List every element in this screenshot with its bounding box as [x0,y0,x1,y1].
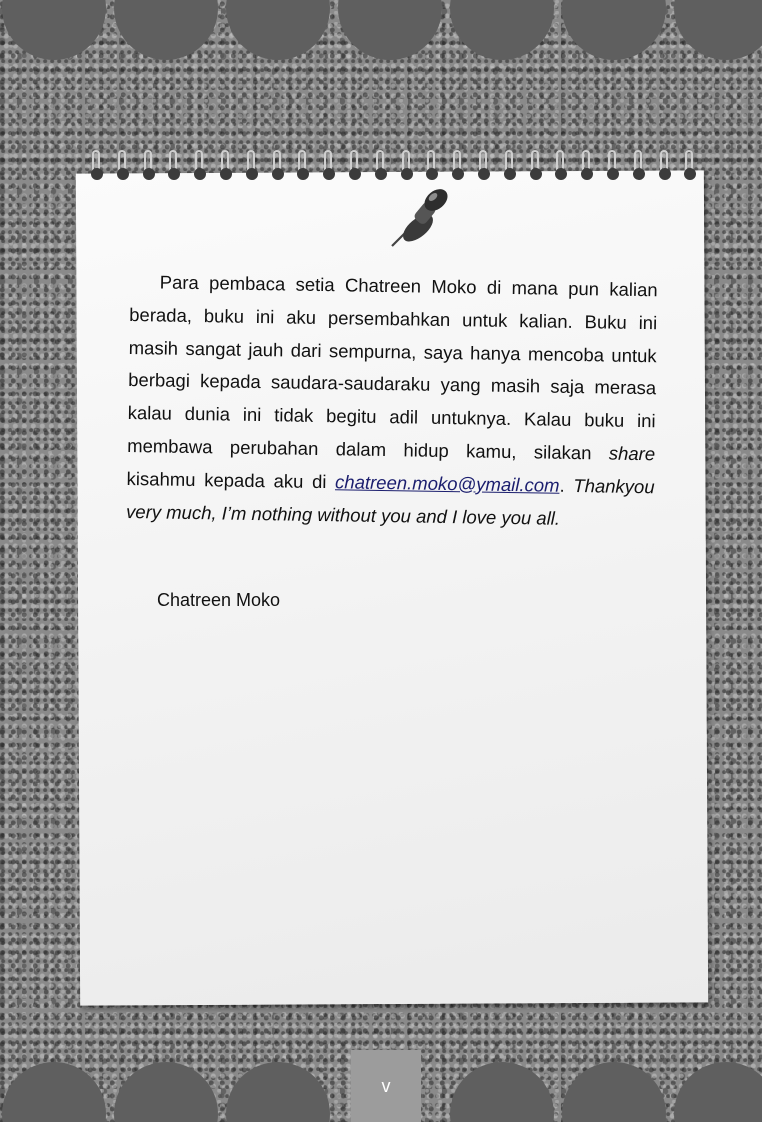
coil-hole [659,168,671,180]
closing-italic-text: Thankyou very much, I’m nothing without you and I love you all. [125,474,655,529]
coil-hole [246,168,258,180]
spiral-coil [273,150,283,188]
scallop-shape [114,0,218,60]
coil-hole [633,168,645,180]
coil-hole [194,168,206,180]
scallop-shape [674,1062,768,1122]
coil-hole [555,168,567,180]
spiral-coil [324,150,334,188]
spiral-coil [169,150,179,188]
spiral-coil [92,150,102,188]
spiral-coil [608,150,618,188]
spiral-coil [195,150,205,188]
coil-hole [220,168,232,180]
scallop-shape [114,1062,218,1122]
spiral-coil [685,150,695,188]
coil-hole [117,168,129,180]
coil-hole [530,168,542,180]
dedication-paragraph [126,266,658,537]
scallop-shape [562,0,666,60]
spiral-coil [118,150,128,188]
coil-hole [323,168,335,180]
coil-hole [581,168,593,180]
spiral-coil [531,150,541,188]
scallop-shape [2,0,106,60]
coil-hole [349,168,361,180]
spiral-coil [505,150,515,188]
scallop-shape [226,0,330,60]
coil-hole [684,168,696,180]
page-number: v [381,1076,391,1096]
coil-hole [452,168,464,180]
paragraph-text: kisahmu kepada aku di [126,467,336,493]
spiral-coil [556,150,566,188]
spiral-coil [144,150,154,188]
spiral-coil [582,150,592,188]
scallop-shape [338,0,442,60]
coil-hole [143,168,155,180]
coil-hole [478,168,490,180]
page-edge [762,0,768,1122]
spiral-coil [479,150,489,188]
coil-hole [375,168,387,180]
spiral-coil [247,150,257,188]
scallop-shape [674,0,768,60]
spiral-coil [634,150,644,188]
coil-hole [401,168,413,180]
paragraph-text: Para pembaca setia Chatreen Moko di mana pun kalian berada, buku ini aku persembahkan untuk kalian. Buku ini masih sangat jauh dari sempurna, saya hanya mencoba untuk berbagi kepada saudara-saudaraku yang masih saja merasa kalau dunia ini tidak begitu adil untuknya. Kalau buku ini membawa perubahan dalam hidup kamu, silakan [127,271,658,464]
coil-hole [504,168,516,180]
push-pin-icon [380,180,460,260]
signature: Chatreen Moko [157,590,281,610]
coil-hole [426,168,438,180]
spiral-coil [221,150,231,188]
scallop-shape [2,1062,106,1122]
spiral-coil [660,150,670,188]
italic-word-share: share [608,442,656,465]
scallop-shape [450,1062,554,1122]
coil-hole [272,168,284,180]
coil-hole [168,168,180,180]
scallop-shape [450,0,554,60]
coil-hole [91,168,103,180]
top-scallop-border [0,0,768,60]
paragraph-text: . [559,474,574,496]
scallop-shape [226,1062,330,1122]
dedication-text [126,266,658,537]
scallop-shape [562,1062,666,1122]
coil-hole [297,168,309,180]
page-number-box [351,1050,421,1122]
spiral-coil [350,150,360,188]
email-link[interactable]: chatreen.moko@ymail.com [334,471,560,496]
coil-hole [607,168,619,180]
spiral-coil [298,150,308,188]
